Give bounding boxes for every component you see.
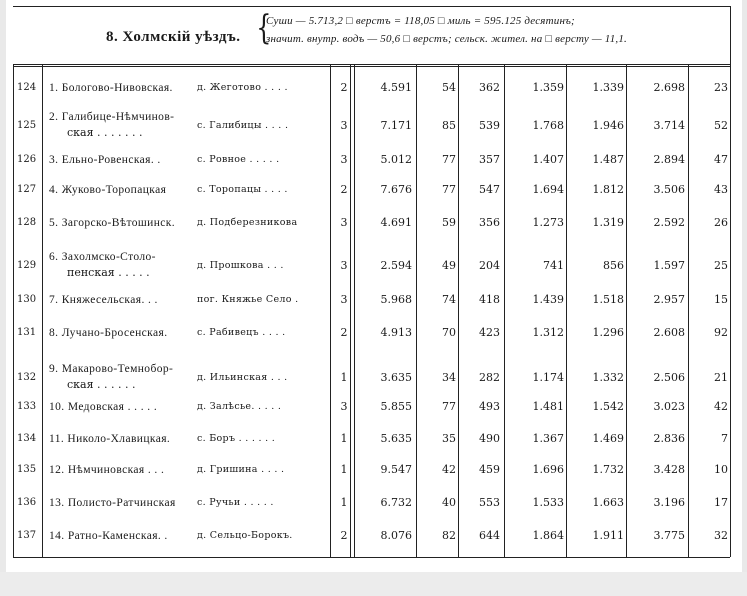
col-d-value: 493 — [479, 400, 500, 413]
volost-name: 14. Ратно-Каменская. . — [49, 530, 168, 542]
col-rule-2 — [330, 64, 331, 557]
summary-line-2: значит. внутр. водъ — 50,6 □ верстъ; сельск. жител. на □ версту — 11,1. — [266, 33, 627, 45]
col-d-value: 356 — [479, 216, 500, 229]
header-bottom-rule-2 — [13, 66, 730, 67]
col-d-value: 418 — [479, 293, 500, 306]
col-e-value: 1.312 — [532, 326, 564, 339]
col-a-value: 3 — [340, 259, 348, 272]
col-c-value: 70 — [442, 326, 456, 339]
col-c-value: 77 — [442, 153, 456, 166]
volost-name-continuation: ская . . . . . . — [67, 378, 136, 391]
col-d-value: 539 — [479, 119, 500, 132]
col-b-value: 5.855 — [380, 400, 412, 413]
volost-center: д. Ильинская . . . — [197, 372, 288, 383]
volost-name: 5. Загорско-Вѣтошинск. — [49, 217, 176, 229]
col-e-value: 741 — [543, 259, 564, 272]
col-f-value: 1.296 — [592, 326, 624, 339]
col-a-value: 1 — [340, 432, 348, 445]
col-c-value: 42 — [442, 463, 456, 476]
row-number: 133 — [17, 401, 37, 412]
col-e-value: 1.174 — [532, 371, 564, 384]
col-b-value: 5.968 — [380, 293, 412, 306]
col-e-value: 1.481 — [532, 400, 564, 413]
col-a-value: 2 — [340, 81, 348, 94]
table-bottom-rule — [13, 557, 730, 558]
col-rule-right — [730, 6, 731, 557]
col-g-value: 3.196 — [653, 496, 685, 509]
row-number: 131 — [17, 327, 37, 338]
col-a-value: 1 — [340, 496, 348, 509]
col-f-value: 1.911 — [592, 529, 624, 542]
col-c-value: 77 — [442, 400, 456, 413]
col-b-value: 2.594 — [380, 259, 412, 272]
volost-name-continuation: ская . . . . . . . — [67, 126, 143, 139]
col-c-value: 59 — [442, 216, 456, 229]
row-number: 132 — [17, 372, 37, 383]
col-h-value: 10 — [714, 463, 728, 476]
col-a-value: 1 — [340, 463, 348, 476]
col-a-value: 3 — [340, 400, 348, 413]
col-d-value: 423 — [479, 326, 500, 339]
col-d-value: 282 — [479, 371, 500, 384]
col-g-value: 3.506 — [653, 183, 685, 196]
col-g-value: 2.698 — [653, 81, 685, 94]
col-c-value: 85 — [442, 119, 456, 132]
col-rule-left — [13, 64, 14, 557]
col-b-value: 4.913 — [380, 326, 412, 339]
volost-center: д. Гришина . . . . — [197, 464, 285, 475]
col-b-value: 7.171 — [380, 119, 412, 132]
col-f-value: 1.732 — [592, 463, 624, 476]
col-d-value: 644 — [479, 529, 500, 542]
col-a-value: 3 — [340, 119, 348, 132]
col-c-value: 77 — [442, 183, 456, 196]
table-top-rule — [13, 6, 730, 7]
volost-center: пог. Княжье Село . — [197, 294, 299, 305]
col-h-value: 17 — [714, 496, 728, 509]
col-rule-8 — [626, 64, 627, 557]
col-f-value: 1.663 — [592, 496, 624, 509]
col-b-value: 5.635 — [380, 432, 412, 445]
col-g-value: 2.894 — [653, 153, 685, 166]
col-h-value: 23 — [714, 81, 728, 94]
header-bottom-rule — [13, 64, 730, 65]
col-g-value: 3.428 — [653, 463, 685, 476]
col-e-value: 1.696 — [532, 463, 564, 476]
col-a-value: 3 — [340, 153, 348, 166]
col-rule-3 — [350, 64, 355, 557]
col-a-value: 3 — [340, 216, 348, 229]
col-h-value: 7 — [721, 432, 728, 445]
col-f-value: 1.518 — [592, 293, 624, 306]
col-b-value: 6.732 — [380, 496, 412, 509]
col-h-value: 26 — [714, 216, 728, 229]
col-d-value: 490 — [479, 432, 500, 445]
row-number: 136 — [17, 497, 37, 508]
col-b-value: 5.012 — [380, 153, 412, 166]
volost-name: 2. Галибице-Нѣмчинов- — [49, 111, 175, 123]
col-rule-5 — [458, 64, 459, 557]
volost-name: 8. Лучано-Бросенская. — [49, 327, 168, 339]
col-f-value: 1.469 — [592, 432, 624, 445]
col-e-value: 1.768 — [532, 119, 564, 132]
col-d-value: 204 — [479, 259, 500, 272]
col-rule-9 — [688, 64, 689, 557]
col-f-value: 856 — [603, 259, 624, 272]
col-g-value: 2.836 — [653, 432, 685, 445]
col-e-value: 1.439 — [532, 293, 564, 306]
col-g-value: 3.775 — [653, 529, 685, 542]
row-number: 129 — [17, 260, 37, 271]
col-c-value: 40 — [442, 496, 456, 509]
col-d-value: 357 — [479, 153, 500, 166]
volost-center: с. Галибицы . . . . — [197, 120, 289, 131]
summary-brace: { — [256, 8, 272, 48]
col-e-value: 1.367 — [532, 432, 564, 445]
col-h-value: 21 — [714, 371, 728, 384]
volost-center: д. Залѣсье. . . . . — [197, 401, 282, 412]
volost-center: д. Прошкова . . . — [197, 260, 284, 271]
volost-center: д. Подберезникова — [197, 217, 298, 228]
col-b-value: 8.076 — [380, 529, 412, 542]
col-c-value: 34 — [442, 371, 456, 384]
col-g-value: 1.597 — [653, 259, 685, 272]
volost-center: с. Ровное . . . . . — [197, 154, 280, 165]
volost-name: 13. Полисто-Ратчинская — [49, 497, 176, 509]
col-h-value: 92 — [714, 326, 728, 339]
page-bottom-margin — [0, 572, 747, 596]
col-h-value: 15 — [714, 293, 728, 306]
volost-center: с. Боръ . . . . . . — [197, 433, 276, 444]
col-f-value: 1.946 — [592, 119, 624, 132]
row-number: 125 — [17, 120, 37, 131]
volost-name: 4. Жуково-Торопацкая — [49, 184, 167, 196]
col-f-value: 1.319 — [592, 216, 624, 229]
volost-name: 12. Нѣмчиновская . . . — [49, 464, 165, 476]
volost-name: 1. Бологово-Нивовская. — [49, 82, 173, 94]
col-h-value: 32 — [714, 529, 728, 542]
volost-center: с. Рабивецъ . . . . — [197, 327, 286, 338]
volost-center: с. Торопацы . . . . — [197, 184, 288, 195]
col-f-value: 1.339 — [592, 81, 624, 94]
col-e-value: 1.533 — [532, 496, 564, 509]
row-number: 137 — [17, 530, 37, 541]
col-e-value: 1.273 — [532, 216, 564, 229]
volost-name: 7. Княжесельская. . . — [49, 294, 158, 306]
col-d-value: 459 — [479, 463, 500, 476]
volost-name: 9. Макарово-Темнобор- — [49, 363, 174, 375]
col-rule-1 — [42, 64, 43, 557]
col-a-value: 2 — [340, 183, 348, 196]
volost-name: 6. Захолмско-Столо- — [49, 251, 156, 263]
col-c-value: 82 — [442, 529, 456, 542]
col-h-value: 52 — [714, 119, 728, 132]
row-number: 127 — [17, 184, 37, 195]
col-e-value: 1.359 — [532, 81, 564, 94]
col-b-value: 3.635 — [380, 371, 412, 384]
col-g-value: 2.957 — [653, 293, 685, 306]
row-number: 130 — [17, 294, 37, 305]
col-f-value: 1.487 — [592, 153, 624, 166]
row-number: 124 — [17, 82, 37, 93]
col-f-value: 1.332 — [592, 371, 624, 384]
col-d-value: 362 — [479, 81, 500, 94]
row-number: 128 — [17, 217, 37, 228]
col-e-value: 1.864 — [532, 529, 564, 542]
col-rule-4 — [416, 64, 417, 557]
volost-name: 10. Медовская . . . . . — [49, 401, 158, 413]
col-e-value: 1.694 — [532, 183, 564, 196]
col-b-value: 9.547 — [380, 463, 412, 476]
col-b-value: 7.676 — [380, 183, 412, 196]
summary-line-1: Суши — 5.713,2 □ верстъ = 118,05 □ миль = 595.125 десятинъ; — [266, 15, 575, 27]
col-d-value: 547 — [479, 183, 500, 196]
col-g-value: 3.023 — [653, 400, 685, 413]
col-h-value: 43 — [714, 183, 728, 196]
col-g-value: 3.714 — [653, 119, 685, 132]
col-g-value: 2.592 — [653, 216, 685, 229]
volost-name: 11. Николо-Хлавицкая. — [49, 433, 171, 445]
col-a-value: 2 — [340, 326, 348, 339]
col-a-value: 3 — [340, 293, 348, 306]
col-f-value: 1.542 — [592, 400, 624, 413]
col-h-value: 42 — [714, 400, 728, 413]
col-b-value: 4.691 — [380, 216, 412, 229]
col-c-value: 49 — [442, 259, 456, 272]
col-g-value: 2.506 — [653, 371, 685, 384]
col-c-value: 54 — [442, 81, 456, 94]
district-title: 8. Холмскій уѣздъ. — [106, 29, 241, 45]
col-c-value: 35 — [442, 432, 456, 445]
col-e-value: 1.407 — [532, 153, 564, 166]
page-edge-left — [0, 0, 6, 596]
col-b-value: 4.591 — [380, 81, 412, 94]
row-number: 135 — [17, 464, 37, 475]
col-a-value: 1 — [340, 371, 348, 384]
col-rule-6 — [504, 64, 505, 557]
col-a-value: 2 — [340, 529, 348, 542]
volost-center: с. Ручьи . . . . . — [197, 497, 274, 508]
row-number: 126 — [17, 154, 37, 165]
col-rule-7 — [566, 64, 567, 557]
col-f-value: 1.812 — [592, 183, 624, 196]
volost-name: 3. Ельно-Ровенская. . — [49, 154, 161, 166]
col-h-value: 25 — [714, 259, 728, 272]
row-number: 134 — [17, 433, 37, 444]
col-h-value: 47 — [714, 153, 728, 166]
page-edge-right — [742, 0, 747, 596]
col-g-value: 2.608 — [653, 326, 685, 339]
col-d-value: 553 — [479, 496, 500, 509]
volost-center: д. Жеготово . . . . — [197, 82, 288, 93]
volost-center: д. Сельцо-Борокъ. — [197, 530, 293, 541]
col-c-value: 74 — [442, 293, 456, 306]
volost-name-continuation: пенская . . . . . — [67, 266, 150, 279]
